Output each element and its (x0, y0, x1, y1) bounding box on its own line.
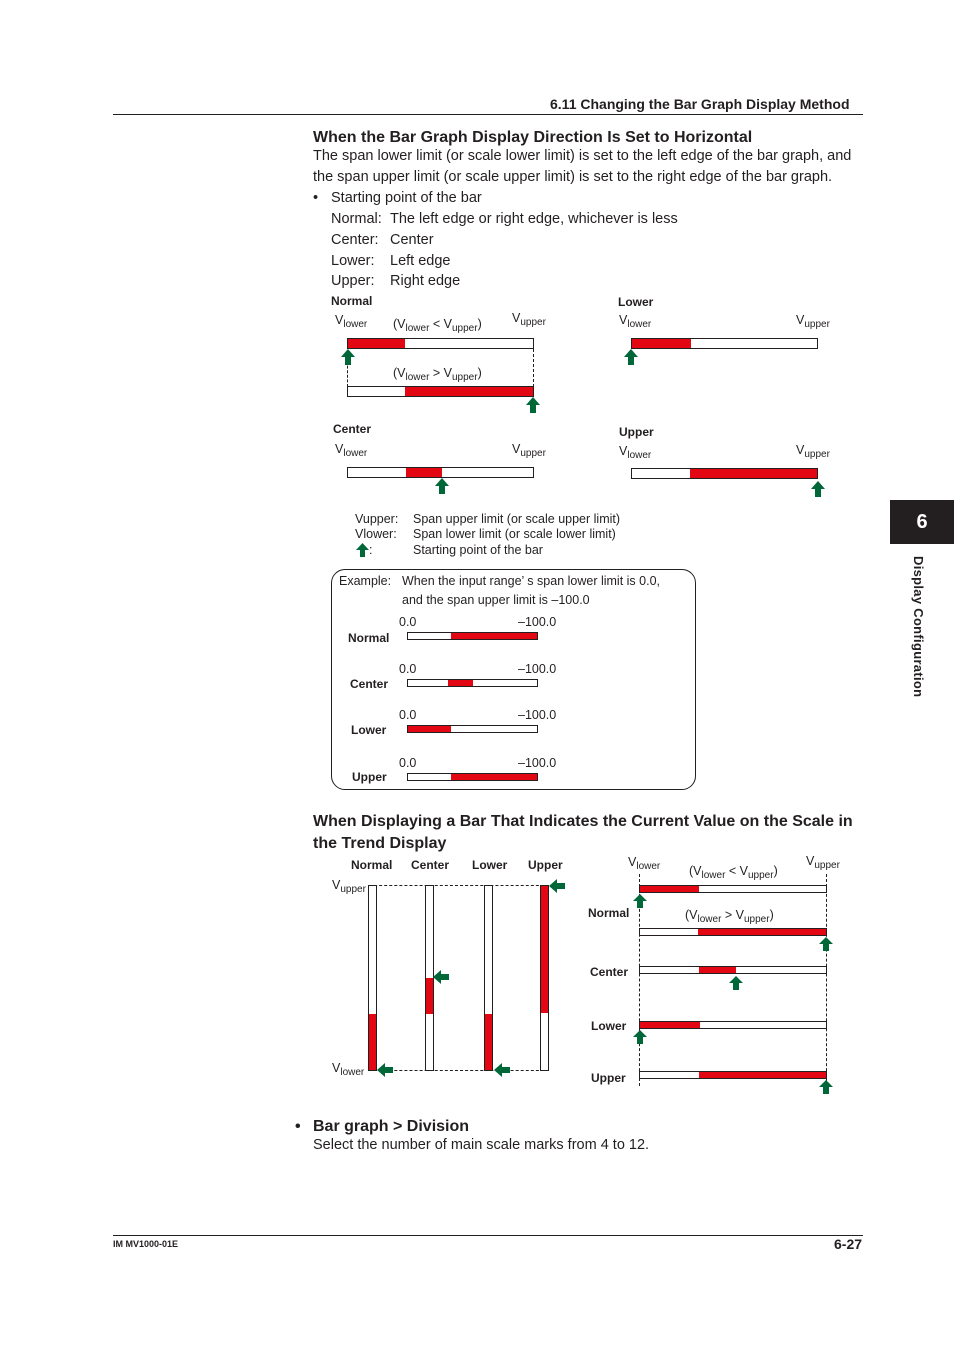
example-text: When the input range’ s span lower limit is 0.0, (402, 574, 660, 588)
hbar-upper (639, 1071, 827, 1079)
example-lower-value: 0.0 (399, 615, 417, 629)
vupper-label: $V_{upper}$ (332, 878, 366, 895)
bar-fill (348, 339, 405, 348)
section-heading-trend: the Trend Display (313, 835, 447, 852)
example-upper-value: –100.0 (518, 708, 557, 722)
example-upper-value: –100.0 (518, 615, 557, 629)
vupper-label: $V_{upper}$ (512, 311, 546, 328)
col-label-upper: Upper (528, 858, 563, 872)
def-term: Center: (331, 232, 379, 248)
vlower-label: $V_{lower}$ (628, 855, 661, 872)
bar-upper (631, 468, 818, 479)
diagram-label-center: Center (333, 422, 372, 436)
example-bar (407, 773, 538, 781)
setting-description: Select the number of main scale marks from 4 to 12. (313, 1137, 650, 1153)
start-arrow-icon (433, 970, 449, 984)
bar-fill (698, 929, 826, 935)
start-arrow-icon (819, 937, 833, 951)
example-bar (407, 725, 538, 733)
example-row-name: Upper (352, 770, 387, 784)
bullet-text: Starting point of the bar (331, 190, 482, 206)
vbar-upper (540, 885, 549, 1071)
bar-fill (699, 967, 736, 973)
sub-lower: lower (343, 319, 368, 330)
hbar-lower (639, 1021, 827, 1029)
section-heading-trend: When Displaying a Bar That Indicates the Current Value on the Scale in (313, 813, 853, 830)
legend-desc: Starting point of the bar (413, 543, 543, 557)
paragraph: the span upper limit (or scale upper limit) is set to the right edge of the bar graph. (313, 169, 833, 185)
example-upper-value: –100.0 (518, 662, 557, 676)
start-arrow-icon (624, 349, 638, 365)
bar-fill (451, 633, 537, 639)
example-lower-value: 0.0 (399, 756, 417, 770)
def-desc: Right edge (390, 273, 461, 289)
chapter-tab: 6 (890, 500, 954, 544)
diagram-label-lower: Lower (618, 295, 654, 309)
chapter-title: Display Configuration (911, 556, 926, 698)
bar-lower (631, 338, 818, 349)
example-row-name: Lower (351, 723, 387, 737)
def-term: Normal: (331, 211, 382, 227)
dashed-guide (533, 349, 534, 387)
def-desc: Left edge (390, 253, 451, 269)
example-upper-value: –100.0 (518, 756, 557, 770)
bar-fill (406, 468, 442, 477)
v-symbol: V (335, 313, 344, 327)
start-arrow-icon (341, 349, 355, 365)
def-term: Lower: (331, 253, 375, 269)
def-desc: The left edge or right edge, whichever is less (390, 211, 678, 227)
legend-term: : (369, 543, 373, 557)
bar-fill (690, 469, 817, 478)
section-header: 6.11 Changing the Bar Graph Display Method (550, 96, 850, 112)
bar-fill (640, 1022, 700, 1028)
example-row-name: Center (350, 677, 389, 691)
bar-fill (405, 387, 533, 396)
header-rule (113, 114, 863, 115)
vlower-label: $V_{lower}$ (335, 442, 368, 459)
def-desc: Center (390, 232, 434, 248)
condition-gt: $(V_{lower} > V_{upper})$ (685, 908, 774, 925)
row-label-center: Center (590, 965, 629, 979)
start-arrow-icon (633, 894, 647, 908)
col-label-lower: Lower (472, 858, 508, 872)
bar-fill (640, 886, 699, 892)
example-label: Example: (339, 574, 392, 588)
def-term: Upper: (331, 273, 375, 289)
hbar-center (639, 966, 827, 974)
bullet-mark: • (313, 190, 319, 206)
vlower-label: $V_{lower}$ (619, 313, 652, 330)
paragraph: The span lower limit (or scale lower limit) is set to the left edge of the bar graph, and (313, 148, 852, 164)
bar-normal-gt (347, 386, 534, 397)
bar-fill (451, 774, 537, 780)
start-arrow-icon (435, 478, 449, 494)
row-label-normal: Normal (588, 906, 630, 920)
doc-number: IM MV1000-01E (113, 1239, 179, 1249)
bar-fill (369, 1014, 376, 1070)
bar-normal-lt (347, 338, 534, 349)
bar-center (347, 467, 534, 478)
bar-fill (699, 1072, 826, 1078)
col-label-center: Center (411, 858, 450, 872)
start-arrow-icon (549, 879, 565, 893)
bullet-mark: • (295, 1118, 301, 1135)
start-arrow-icon (811, 481, 825, 497)
start-arrow-icon (356, 543, 369, 557)
example-bar (407, 632, 538, 640)
bar-fill (408, 726, 451, 732)
vupper-label: $V_{upper}$ (512, 442, 546, 459)
legend-term: Vlower: (355, 527, 397, 541)
section-heading-horizontal: When the Bar Graph Display Direction Is Set to Horizontal (313, 129, 753, 146)
start-arrow-icon (377, 1063, 393, 1077)
example-lower-value: 0.0 (399, 662, 417, 676)
hbar-normal-lt (639, 885, 827, 893)
start-arrow-icon (494, 1063, 510, 1077)
diagram-label-normal: Normal (331, 294, 373, 308)
page-number: 6-27 (834, 1236, 863, 1252)
example-row-name: Normal (348, 631, 390, 645)
dashed-guide (826, 874, 827, 1086)
setting-heading: Bar graph > Division (313, 1118, 470, 1135)
vlower-label: $V_{lower}$ (332, 1061, 365, 1078)
bar-fill (632, 339, 691, 348)
legend-desc: Span lower limit (or scale lower limit) (413, 527, 616, 541)
col-label-normal: Normal (351, 858, 393, 872)
start-arrow-icon (729, 976, 743, 990)
condition-lt: $(V_{lower} < V_{upper})$ (689, 864, 778, 881)
diagram-label-upper: Upper (619, 425, 654, 439)
condition-lt: $(V_{lower} < V_{upper})$ (393, 317, 482, 334)
hbar-normal-gt (639, 928, 827, 936)
legend-desc: Span upper limit (or scale upper limit) (413, 512, 621, 526)
dashed-guide (369, 1070, 549, 1071)
example-text: and the span upper limit is –100.0 (402, 593, 590, 607)
vupper-label: $V_{upper}$ (796, 313, 830, 330)
vlower-label (335, 313, 368, 330)
start-arrow-icon (526, 397, 540, 413)
bar-fill (426, 978, 433, 1014)
bar-fill (541, 886, 548, 1013)
dashed-guide (369, 885, 549, 886)
bar-fill (485, 1014, 492, 1070)
vbar-normal (368, 885, 377, 1071)
vupper-label: $V_{upper}$ (796, 443, 830, 460)
row-label-upper: Upper (591, 1071, 626, 1085)
start-arrow-icon (819, 1080, 833, 1094)
row-label-lower: Lower (591, 1019, 627, 1033)
vlower-label: $V_{lower}$ (619, 444, 652, 461)
vupper-label: $V_{upper}$ (806, 854, 840, 871)
example-bar (407, 679, 538, 687)
legend-term: Vupper: (355, 512, 399, 526)
bar-fill (448, 680, 473, 686)
start-arrow-icon (633, 1030, 647, 1044)
condition-gt: $(V_{lower} > V_{upper})$ (393, 366, 482, 383)
footer-rule (113, 1235, 863, 1236)
example-lower-value: 0.0 (399, 708, 417, 722)
vbar-lower (484, 885, 493, 1071)
